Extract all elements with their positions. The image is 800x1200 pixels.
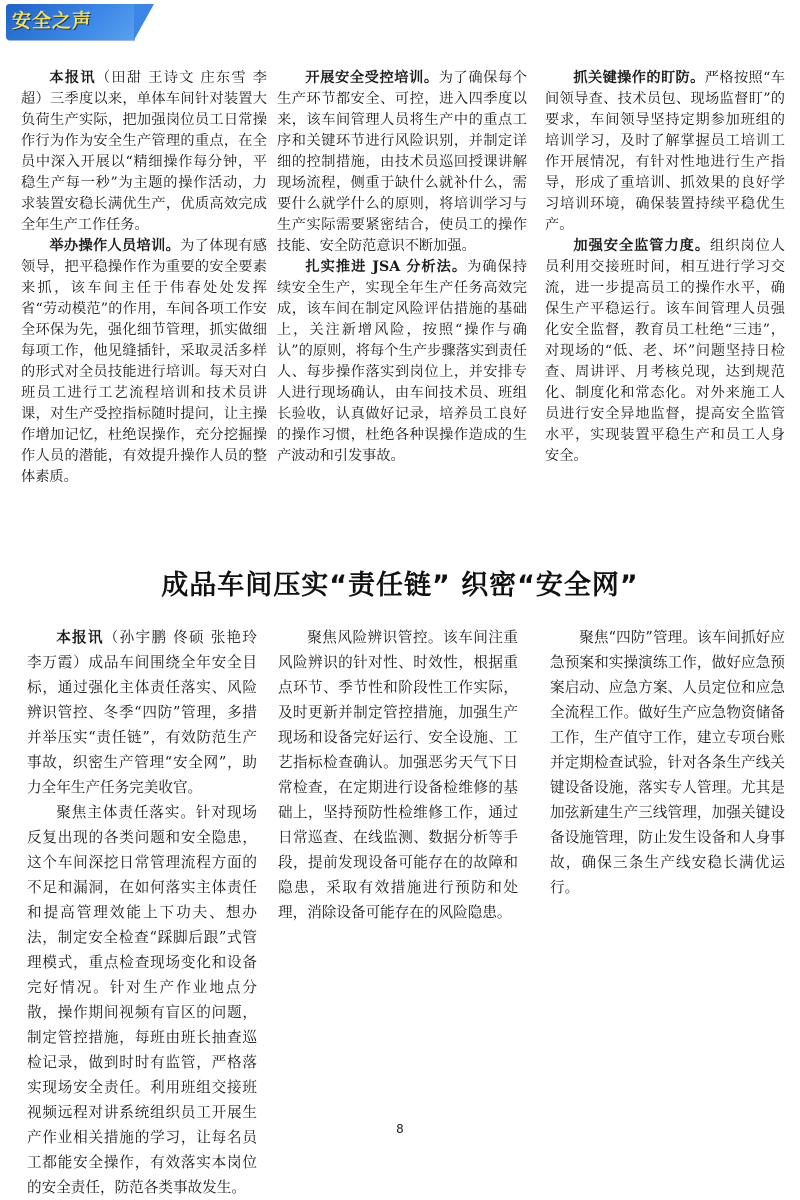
article2-headline: 成品车间压实“责任链” 织密“安全网” — [161, 570, 639, 601]
section-title: 安全之声 — [12, 10, 93, 32]
article2-p3: 聚焦风险辨识管控。该车间注重风险辨识的针对性、时效性，根据重点环节、季节性和阶段性工作实际，及时更新并制定管控措施，加强生产现场和设备完好运行、安全设施、工艺指标检查确认。加强恶劣天气下日常检查，在定期进行设备检维修的基础上，坚持预防性检维修工作，通过日常巡查、在线监测、数据分析等手段，提前发现设备可能存在的故障和隐患，采取有效措施进行预防和处理，消除设备可能存在的风险隐患。 — [278, 629, 518, 921]
page-number: 8 — [396, 1122, 404, 1136]
article1-p2-body: 为了体现有感领导，把平稳操作作为重要的安全要素来抓，该车间主任于伟春处处发挥省“劳动模范”的作用，车间各项工作安全环保为先，强化细节管理，抓实做细每项工作，他见缝插针，采取灵活多样的形式对全员技能进行培训。每天对白班员工进行工艺流程培训和技术员讲课，对生产受控指标随时提问，让主操作增加记忆，杜绝误操作，充分挖掘操作人员的潜能，有效提升操作人员的整体素质。 — [21, 238, 267, 485]
article1-p4-lead: 扎实推进 JSA 分析法。 — [305, 259, 468, 275]
article2-p4: 聚焦“四防”管理。该车间抓好应急预案和实操演练工作，做好应急预案启动、应急方案、人员定位和应急全流程工作。做好生产应急物资储备工作，生产值守工作，建立专项台账并定期检查试验，针对各条生产线关键设备设施，落实专人管理。尤其是加弦新建生产三线管理，加强关键设备设施管理，防止发生设备和人身事故，确保三条生产线安稳长满优运行。 — [550, 629, 785, 896]
article2-column-3 — [550, 625, 785, 900]
article1-p1-lead: 本报讯 — [49, 70, 96, 86]
article2-column-1 — [27, 625, 257, 1200]
article1-p5-body: 严格按照“车间领导查、技术员包、现场监督盯”的要求，车间领导坚持定期参加班组的培训学习，及时了解掌握员工培训工作开展情况，有针对性地进行生产指导，形成了重培训、抓效果的良好学习培训环境，确保装置持续平稳优生产。 — [545, 70, 785, 233]
article1-column-2 — [277, 68, 527, 467]
article1-p6-body: 组织岗位人员利用交接班时间，相互进行学习交流，进一步提高员工的操作水平，确保生产平稳运行。该车间管理人员强化安全监督，教育员工杜绝“三违”，对现场的“低、老、坏”问题坚持日检查、周讲评、月考核兑现，达到规范化、制度化和常态化。对外来施工人员进行安全异地监督，提高安全监管水平，实现装置平稳生产和员工人身安全。 — [545, 238, 785, 464]
article1-p2-lead: 举办操作人员培训。 — [49, 238, 181, 254]
article1-p1-body: （田甜 王诗文 庄东雪 李超）三季度以来，单体车间针对装置大负荷生产实际，把加强岗位员工日常操作行为作为安全生产管理的重点，在全员中深入开展以“精细操作每分钟，平稳生产每一秒”为主题的操作活动，力求装置安稳长满优生产，优质高效完成全年生产工作任务。 — [21, 70, 267, 233]
article1-p4-body: 为确保持续安全生产，实现全年生产任务高效完成，该车间在制定风险评估措施的基础上，关注新增风险，按照“操作与确认”的原则，将每个生产步骤落实到责任人、每步操作落实到岗位上，并安排专人进行现场确认，由车间技术员、班组长验收，认真做好记录，培养员工良好的操作习惯，杜绝各种误操作造成的生产波动和引发事故。 — [277, 259, 527, 464]
article2-p1-body: （孙宇鹏 佟硕 张艳玲 李万霞）成品车间围绕全年安全目标，通过强化主体责任落实、风险辨识管控、冬季“四防”管理，多措并举压实“责任链”，有效防范生产事故，织密生产管理“安全网”，助力全年生产任务完美收官。 — [27, 629, 257, 796]
article1-p3-body: 为了确保每个生产环节都安全、可控，进入四季度以来，该车间管理人员将生产中的重点工序和关键环节进行风险识别，并制定详细的控制措施，由技术员巡回授课讲解现场流程，侧重于缺什么就补什么，需要什么就学什么的原则，将培训学习与生产实际需要紧密结合，使员工的操作技能、安全防范意识不断加强。 — [277, 70, 527, 254]
article1-column-3 — [545, 68, 785, 467]
article1-p5-lead: 抓关键操作的盯防。 — [573, 70, 705, 86]
article2-p1-lead: 本报讯 — [56, 629, 104, 646]
article2-column-2 — [278, 625, 518, 925]
article2-p2: 聚焦主体责任落实。针对现场反复出现的各类问题和安全隐患，这个车间深挖日常管理流程方面的不足和漏洞，在如何落实主体责任和提高管理效能上下功夫、想办法，制定安全检查“踩脚后跟”式管理模式，重点检查现场变化和设备完好情况。针对生产作业地点分散，操作期间视频有盲区的问题，制定管控措施，每班由班长抽查巡检记录，做到时时有监管，严格落实现场安全责任。利用班组交接班视频远程对讲系统组织员工开展生产作业相关措施的学习，让每名员工都能安全操作，有效落实本岗位的安全责任，防范各类事故发生。 — [27, 804, 257, 1196]
article1-p6-lead: 加强安全监管力度。 — [573, 238, 711, 254]
article1-column-1 — [21, 68, 267, 488]
article1-p3-lead: 开展安全受控培训。 — [305, 70, 439, 86]
